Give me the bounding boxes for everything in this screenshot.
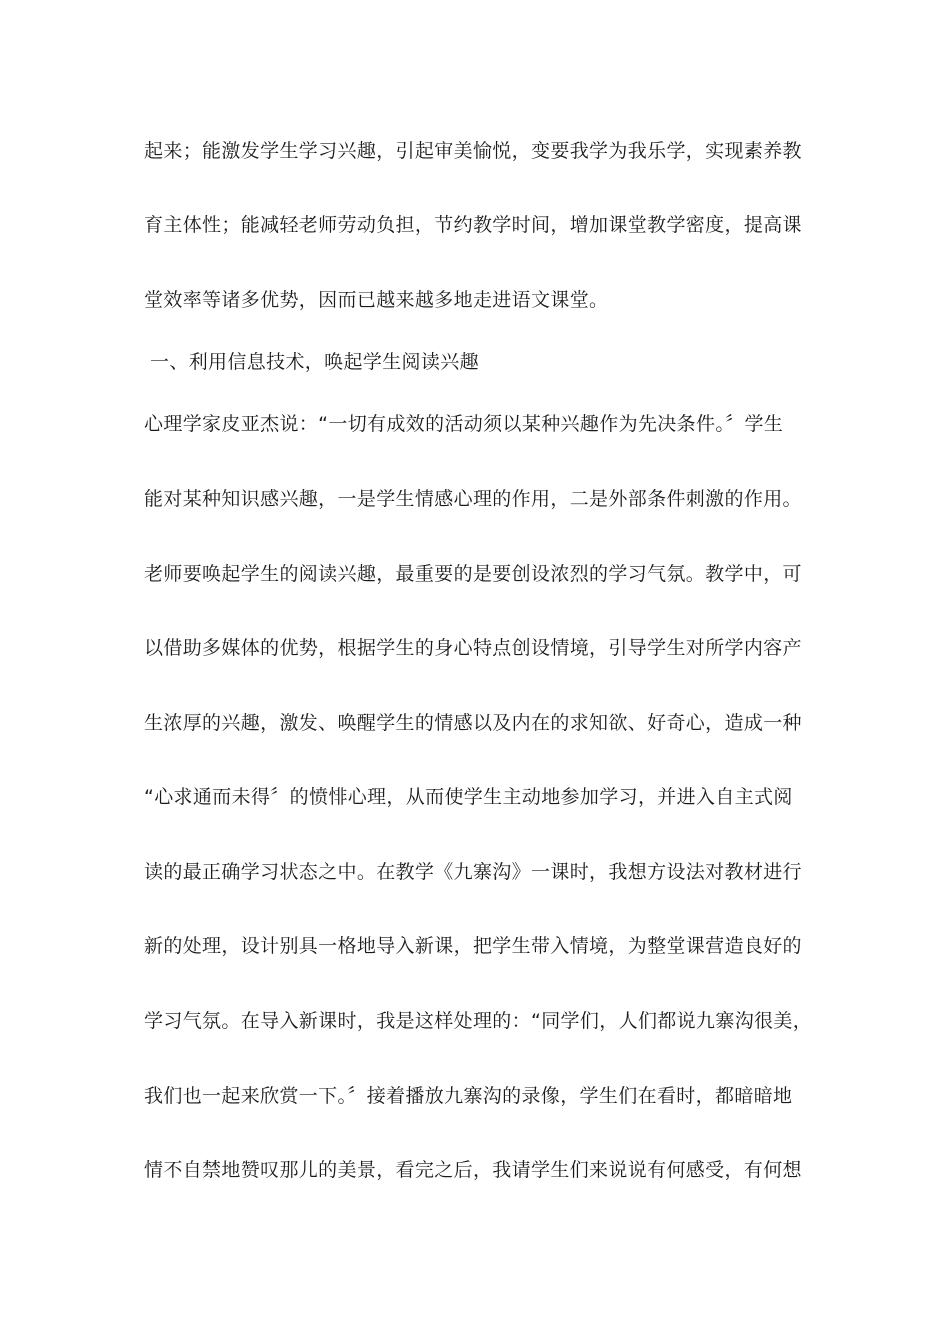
section-heading: 一、利用信息技术，唤起学生阅读兴趣 — [150, 351, 479, 373]
paragraph-line: 育主体性；能减轻老师劳动负担，节约教学时间，增加课堂教学密度，提高课 — [144, 214, 802, 236]
paragraph-line: 老师要唤起学生的阅读兴趣，最重要的是要创设浓烈的学习气氛。教学中，可 — [144, 563, 802, 585]
paragraph-line: 生浓厚的兴趣，激发、唤醒学生的情感以及内在的求知欲、好奇心，造成一种 — [144, 712, 802, 734]
paragraph-line: 起来；能激发学生学习兴趣，引起审美愉悦，变要我学为我乐学，实现素养教 — [144, 140, 802, 162]
paragraph-line: 读的最正确学习状态之中。在教学《九寨沟》一课时，我想方设法对教材进行 — [144, 861, 802, 883]
paragraph-line: 我们也一起来欣赏一下。〞接着播放九寨沟的录像，学生们在看时，都暗暗地 — [144, 1085, 793, 1107]
paragraph-line: 学习气氛。在导入新课时，我是这样处理的：“同学们，人们都说九寨沟很美， — [144, 1010, 813, 1032]
paragraph-line: 心理学家皮亚杰说：“一切有成效的活动须以某种兴趣作为先决条件。〞学生 — [144, 413, 784, 435]
paragraph-line: 堂效率等诸多优势，因而已越来越多地走进语文课堂。 — [144, 289, 609, 311]
paragraph-line: 情不自禁地赞叹那儿的美景，看完之后，我请学生们来说说有何感受，有何想 — [144, 1159, 802, 1181]
paragraph-line: 以借助多媒体的优势，根据学生的身心特点创设情境，引导学生对所学内容产 — [144, 637, 802, 659]
paragraph-line: 能对某种知识感兴趣，一是学生情感心理的作用，二是外部条件刺激的作用。 — [144, 488, 802, 510]
paragraph-line: 新的处理，设计别具一格地导入新课，把学生带入情境，为整堂课营造良好的 — [144, 935, 802, 957]
paragraph-line: “心求通而未得〞的愤悱心理，从而使学生主动地参加学习，并进入自主式阅 — [144, 786, 793, 808]
